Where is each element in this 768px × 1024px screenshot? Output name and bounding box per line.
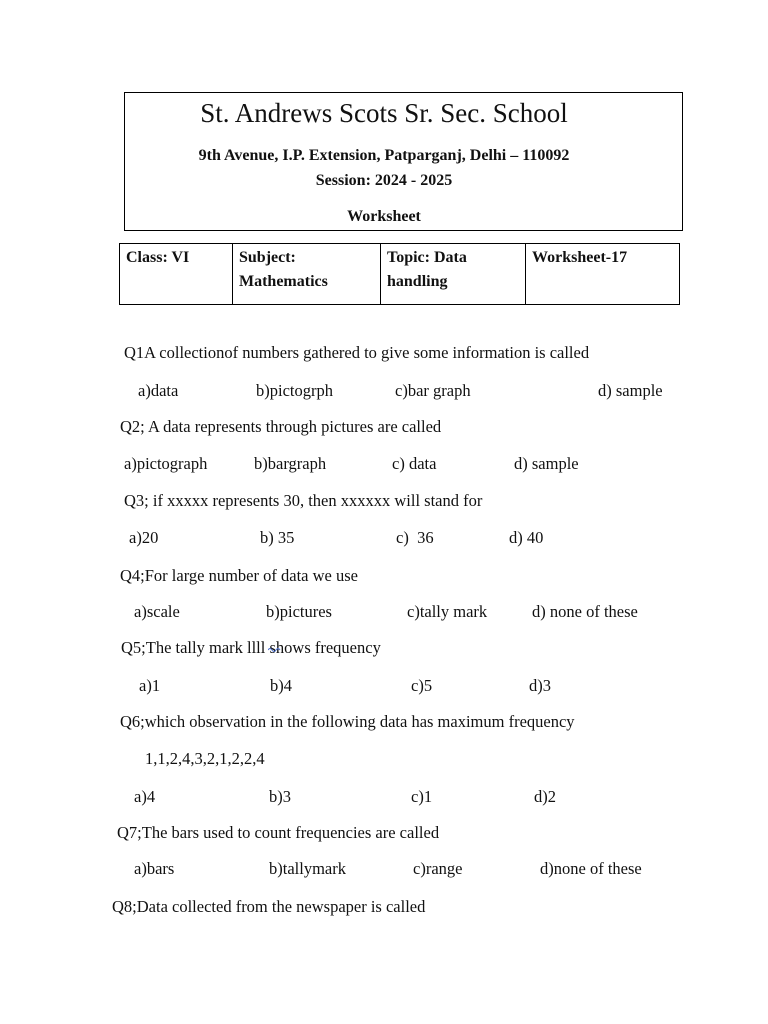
subject-value: Mathematics (239, 273, 328, 290)
q7-option-c: c)range (413, 859, 463, 878)
class-label: Class: VI (126, 249, 190, 266)
q5-option-a: a)1 (139, 676, 161, 695)
q7-option-b: b)tallymark (269, 859, 346, 878)
q2-option-a: a)pictograph (124, 454, 208, 473)
question-5 (121, 638, 381, 658)
question-1: Q1A collectionof numbers gathered to give some information is called (124, 343, 590, 362)
q7-option-a: a)bars (134, 859, 175, 878)
worksheet-cell (526, 244, 680, 305)
q5-text-after: shows frequency (265, 638, 381, 657)
q6-option-d: d)2 (534, 787, 556, 806)
question-4: Q4;For large number of data we use (120, 566, 358, 585)
q1-option-c: c)bar graph (395, 381, 471, 400)
q4-option-a: a)scale (134, 602, 180, 621)
question-6: Q6;which observation in the following data has maximum frequency (120, 712, 575, 731)
school-address: 9th Avenue, I.P. Extension, Patparganj, Delhi – 110092 (198, 147, 570, 164)
q6-option-a: a)4 (134, 787, 156, 806)
q5-option-c: c)5 (411, 676, 433, 695)
subject-label: Subject: (239, 249, 296, 266)
question-2: Q2; A data represents through pictures are called (120, 417, 442, 436)
q2-option-d: d) sample (514, 454, 579, 473)
subject-cell (233, 244, 381, 305)
q3-option-d: d) 40 (509, 528, 544, 547)
topic-cell (381, 244, 526, 305)
q4-option-c: c)tally mark (407, 602, 488, 621)
q5-text-before: Q5;The tally mark (121, 638, 248, 657)
q6-option-b: b)3 (269, 787, 291, 806)
topic-value: handling (387, 273, 448, 290)
q2-option-b: b)bargraph (254, 454, 327, 473)
squiggle-mark (268, 647, 282, 652)
class-cell (120, 244, 233, 305)
q5-option-b: b)4 (270, 676, 292, 695)
school-name: St. Andrews Scots Sr. Sec. School (200, 98, 568, 128)
question-3: Q3; if xxxxx represents 30, then xxxxxx will stand for (124, 491, 483, 510)
question-7: Q7;The bars used to count frequencies are called (117, 823, 440, 842)
worksheet-heading: Worksheet (347, 208, 421, 225)
topic-label: Topic: Data (387, 249, 467, 266)
q6-data-values: 1,1,2,4,3,2,1,2,2,4 (145, 749, 265, 768)
q6-option-c: c)1 (411, 787, 433, 806)
q1-option-b: b)pictogrph (256, 381, 333, 400)
q1-option-d: d) sample (598, 381, 663, 400)
worksheet-number: Worksheet-17 (532, 249, 628, 266)
tally-mark-symbol: llll (247, 638, 266, 657)
q3-option-c: c) 36 (396, 528, 434, 547)
q7-option-d: d)none of these (540, 859, 642, 878)
info-table (119, 243, 680, 305)
q4-option-b: b)pictures (266, 602, 332, 621)
q3-option-b: b) 35 (260, 528, 295, 547)
q1-option-a: a)data (138, 381, 179, 400)
q5-option-d: d)3 (529, 676, 551, 695)
q4-option-d: d) none of these (532, 602, 638, 621)
session-label: Session: 2024 - 2025 (315, 172, 453, 189)
q2-option-c: c) data (392, 454, 437, 473)
q3-option-a: a)20 (129, 528, 159, 547)
question-8: Q8;Data collected from the newspaper is called (112, 897, 426, 916)
